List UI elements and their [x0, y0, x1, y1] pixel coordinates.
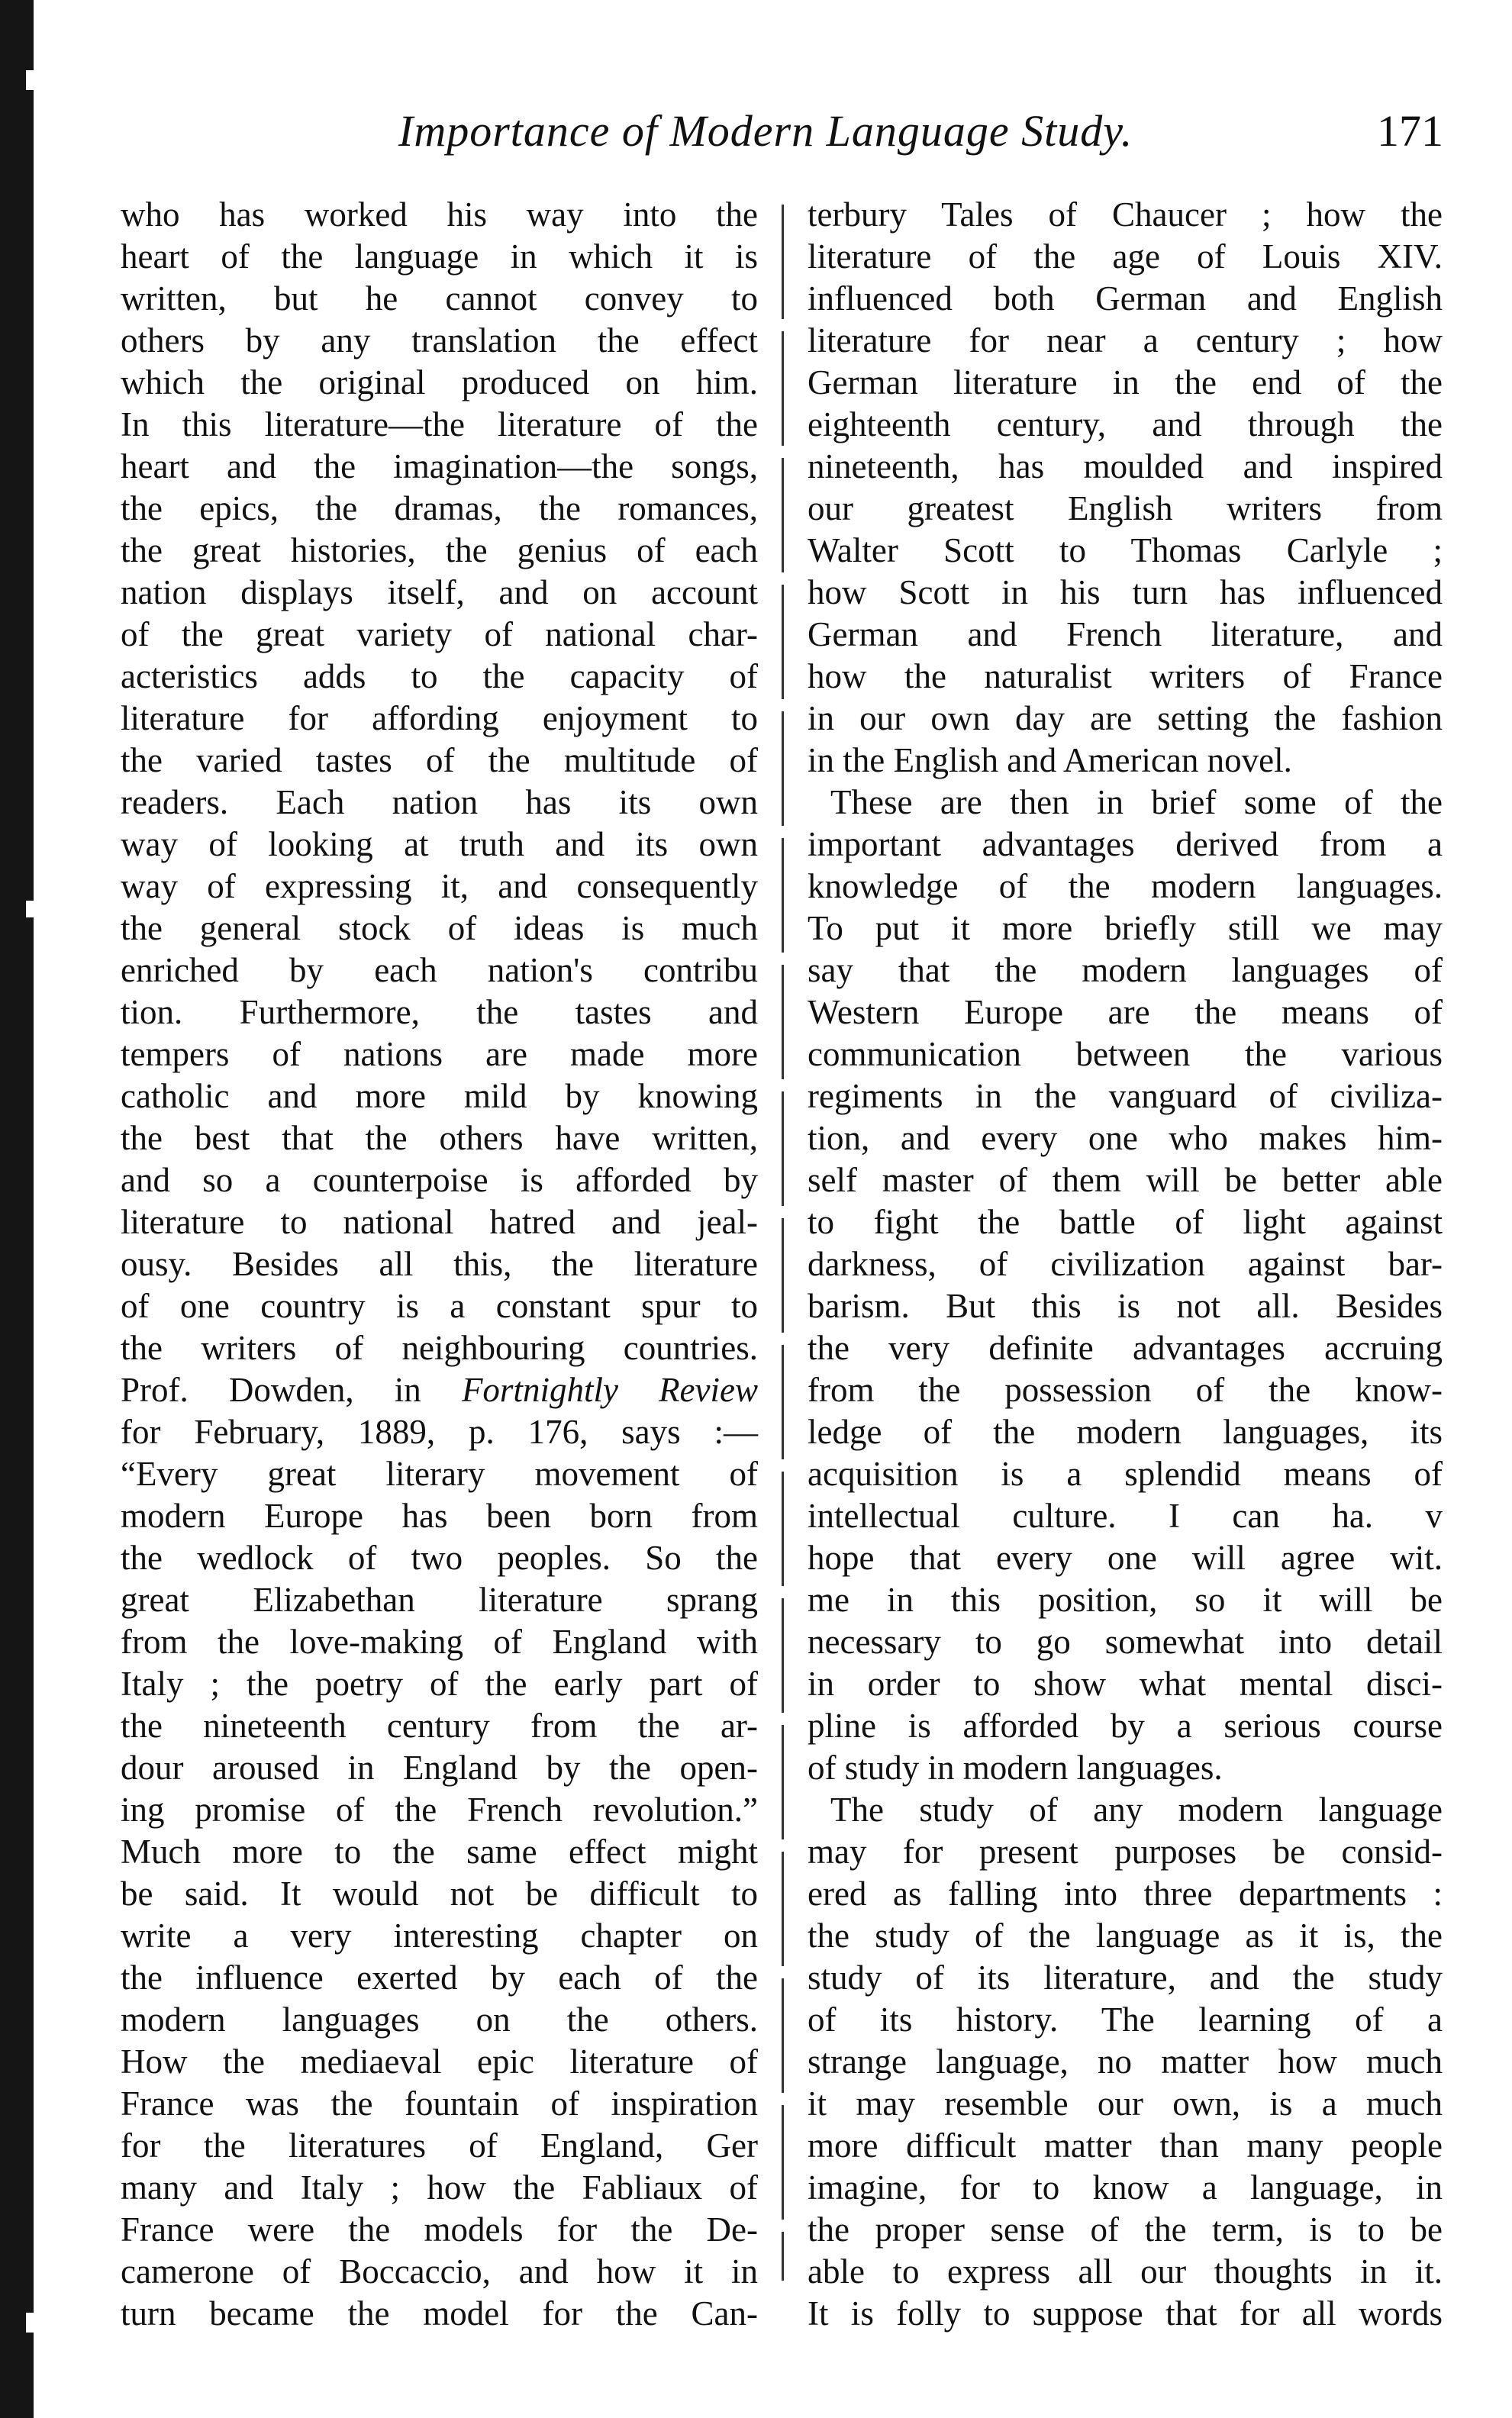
text-line: barism. But this is not all. Besides — [808, 1287, 1443, 1325]
text-line: the great histories, the genius of each — [121, 531, 758, 569]
text-line: write a very interesting chapter on — [121, 1917, 758, 1955]
text-line: To put it more briefly still we may — [808, 909, 1443, 947]
text-line: say that the modern languages of — [808, 951, 1443, 989]
text-line: France was the fountain of inspiration — [121, 2084, 758, 2123]
text-line: others by any translation the effect — [121, 321, 758, 359]
text-line: self master of them will be better able — [808, 1161, 1443, 1199]
text-line: for February, 1889, p. 176, says :— — [121, 1413, 758, 1451]
text-line: the study of the language as it is, the — [808, 1917, 1443, 1955]
text-line: ing promise of the French revolution.” — [121, 1791, 758, 1829]
text-line: literature to national hatred and jeal- — [121, 1203, 758, 1241]
text-line: great Elizabethan literature sprang — [121, 1581, 758, 1619]
text-line: knowledge of the modern languages. — [808, 867, 1443, 905]
text-line: literature for near a century ; how — [808, 321, 1443, 359]
text-line: tion, and every one who makes him- — [808, 1119, 1443, 1157]
text-line: from the love-making of England with — [121, 1623, 758, 1661]
text-line: to fight the battle of light against — [808, 1203, 1443, 1241]
text-line: nation displays itself, and on account — [121, 573, 758, 611]
text-line: enriched by each nation's contribu — [121, 951, 758, 989]
text-line: tion. Furthermore, the tastes and — [121, 993, 758, 1031]
text-line: heart and the imagination—the songs, — [121, 447, 758, 485]
text-line: nineteenth, has moulded and inspired — [808, 447, 1443, 485]
page-edge-binding — [0, 0, 34, 2418]
text-line: the varied tastes of the multitude of — [121, 741, 758, 779]
text-line: in the English and American novel. — [808, 741, 1292, 779]
text-line: terbury Tales of Chaucer ; how the — [808, 195, 1443, 234]
text-line: in our own day are setting the fashion — [808, 699, 1443, 737]
journal-title: Fortnightly Review — [461, 1371, 758, 1409]
text-line: France were the models for the De- — [121, 2210, 758, 2249]
text-line: the best that the others have written, — [121, 1119, 758, 1157]
page-edge-nick — [26, 70, 37, 90]
text-line: ledge of the modern languages, its — [808, 1413, 1443, 1451]
text-line: dour aroused in England by the open- — [121, 1749, 758, 1787]
text-line: ered as falling into three departments : — [808, 1875, 1443, 1913]
text-line: it may resemble our own, is a much — [808, 2084, 1443, 2123]
text-line: of study in modern languages. — [808, 1749, 1223, 1787]
text-line: in order to show what mental disci- — [808, 1665, 1443, 1703]
text-line: who has worked his way into the — [121, 195, 758, 234]
text-line: written, but he cannot convey to — [121, 279, 758, 318]
text-line: the proper sense of the term, is to be — [808, 2210, 1443, 2249]
text-line: from the possession of the know- — [808, 1371, 1443, 1409]
text-line: The study of any modern language — [830, 1791, 1443, 1829]
text-line: pline is afforded by a serious course — [808, 1707, 1443, 1745]
text-line: be said. It would not be difficult to — [121, 1875, 758, 1913]
text-line: of the great variety of national char- — [121, 615, 758, 653]
text-line: literature of the age of Louis XIV. — [808, 237, 1443, 276]
text-line: hope that every one will agree wit. — [808, 1539, 1443, 1577]
text-line: eighteenth century, and through the — [808, 405, 1443, 443]
text-line: imagine, for to know a language, in — [808, 2168, 1443, 2207]
text-line: modern Europe has been born from — [121, 1497, 758, 1535]
text-line: the wedlock of two peoples. So the — [121, 1539, 758, 1577]
text-line: the epics, the dramas, the romances, — [121, 489, 758, 527]
text-line: How the mediaeval epic literature of — [121, 2042, 758, 2081]
text-line: the general stock of ideas is much — [121, 909, 758, 947]
text-line: camerone of Boccaccio, and how it in — [121, 2252, 758, 2291]
text-line: heart of the language in which it is — [121, 237, 758, 276]
text-line: acquisition is a splendid means of — [808, 1455, 1443, 1493]
text-line: German and French literature, and — [808, 615, 1443, 653]
running-head — [130, 105, 1443, 166]
text-line: the writers of neighbouring countries. — [121, 1329, 758, 1367]
text-line: Western Europe are the means of — [808, 993, 1443, 1031]
text-line: our greatest English writers from — [808, 489, 1443, 527]
text-line: readers. Each nation has its own — [121, 783, 758, 821]
text-line: the nineteenth century from the ar- — [121, 1707, 758, 1745]
text-line: It is folly to suppose that for all words — [808, 2294, 1443, 2333]
text-line: acteristics adds to the capacity of — [121, 657, 758, 695]
text-line: important advantages derived from a — [808, 825, 1443, 863]
text-line: tempers of nations are made more — [121, 1035, 758, 1073]
citation-lead: Prof. Dowden, in — [121, 1371, 421, 1409]
text-line: the very definite advantages accruing — [808, 1329, 1443, 1367]
text-line: Much more to the same effect might — [121, 1833, 758, 1871]
text-line: the influence exerted by each of the — [121, 1959, 758, 1997]
text-line: regiments in the vanguard of civiliza- — [808, 1077, 1443, 1115]
text-line: necessary to go somewhat into detail — [808, 1623, 1443, 1661]
text-line: modern languages on the others. — [121, 2000, 758, 2039]
text-line: study of its literature, and the study — [808, 1959, 1443, 1997]
text-line: many and Italy ; how the Fabliaux of — [121, 2168, 758, 2207]
text-line: way of looking at truth and its own — [121, 825, 758, 863]
text-line: more difficult matter than many people — [808, 2126, 1443, 2165]
text-line: for the literatures of England, Ger — [121, 2126, 758, 2165]
text-line: of its history. The learning of a — [808, 2000, 1443, 2039]
text-line-with-citation — [121, 1369, 758, 1411]
text-line: way of expressing it, and consequently — [121, 867, 758, 905]
text-line: Italy ; the poetry of the early part of — [121, 1665, 758, 1703]
text-line: influenced both German and English — [808, 279, 1443, 318]
right-column — [808, 194, 1443, 2335]
text-line: German literature in the end of the — [808, 363, 1443, 401]
text-line: literature for affording enjoyment to — [121, 699, 758, 737]
text-line: In this literature—the literature of the — [121, 405, 758, 443]
page-edge-nick — [26, 901, 37, 917]
page-number: 171 — [1377, 106, 1443, 156]
text-line: turn became the model for the Can- — [121, 2294, 758, 2333]
text-line: how Scott in his turn has influenced — [808, 573, 1443, 611]
text-line: darkness, of civilization against bar- — [808, 1245, 1443, 1283]
text-line: how the naturalist writers of France — [808, 657, 1443, 695]
text-line: strange language, no matter how much — [808, 2042, 1443, 2081]
text-line: me in this position, so it will be — [808, 1581, 1443, 1619]
text-line: ousy. Besides all this, the literature — [121, 1245, 758, 1283]
text-line: “Every great literary movement of — [121, 1455, 758, 1493]
left-column — [121, 194, 758, 2335]
text-line: Walter Scott to Thomas Carlyle ; — [808, 531, 1443, 569]
text-line: catholic and more mild by knowing — [121, 1077, 758, 1115]
text-line: may for present purposes be consid- — [808, 1833, 1443, 1871]
text-line: of one country is a constant spur to — [121, 1287, 758, 1325]
text-line: which the original produced on him. — [121, 363, 758, 401]
text-line: able to express all our thoughts in it. — [808, 2252, 1443, 2291]
text-line: and so a counterpoise is afforded by — [121, 1161, 758, 1199]
page-edge-nick — [26, 2313, 37, 2333]
text-line: communication between the various — [808, 1035, 1443, 1073]
text-line: intellectual culture. I can ha. v — [808, 1497, 1443, 1535]
running-title: Importance of Modern Language Study. — [398, 106, 1133, 156]
column-rule — [782, 205, 784, 2281]
text-line: These are then in brief some of the — [830, 783, 1443, 821]
